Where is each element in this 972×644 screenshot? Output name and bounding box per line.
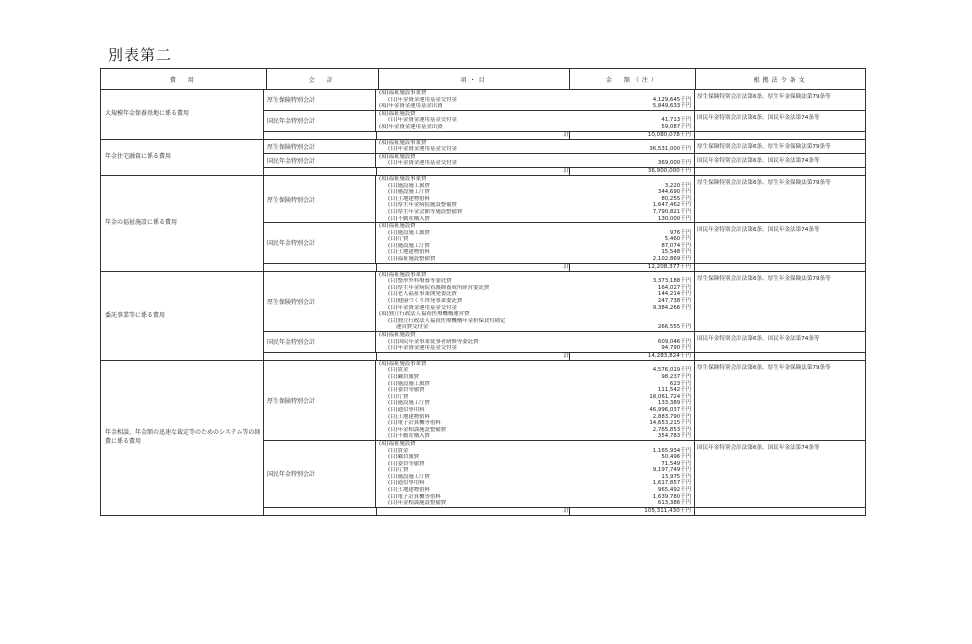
item-line (376, 249, 694, 256)
account-row (264, 332, 865, 353)
total-end (695, 508, 865, 515)
total-label: 計 (563, 167, 569, 174)
item-amount: 266,555千円 (657, 324, 691, 331)
item-line (376, 291, 694, 298)
item-line (376, 467, 694, 474)
item-label: (目)施設施工旅費 (388, 182, 430, 189)
item-line (376, 160, 694, 167)
item-line (376, 154, 694, 161)
item-amount (568, 311, 694, 318)
item-amount: 247,738千円 (657, 298, 691, 305)
account-name: 国民年金特別会計 (264, 332, 376, 352)
header-amount: 金 額（注） (570, 69, 696, 89)
item-label: (項)福祉施設費 (379, 223, 416, 230)
total-spacer (264, 168, 377, 175)
item-lines (376, 272, 695, 331)
item-line (376, 124, 694, 131)
item-line (376, 427, 694, 434)
group-details (264, 90, 865, 139)
table-body (100, 90, 866, 516)
item-amount: 144,214千円 (657, 291, 691, 298)
item-label: (目)土地建物借料 (388, 487, 430, 494)
legal-basis: 厚生保険特別会計法第6条、厚生年金保険法第79条等 (697, 364, 831, 371)
item-lines (376, 332, 695, 352)
item-amount: 3,373,188千円 (652, 278, 691, 285)
item-amount: 965,492千円 (657, 487, 691, 494)
item-amount: 87,074千円 (661, 242, 691, 249)
item-line (376, 196, 694, 203)
item-label: (目)職員旅費 (388, 454, 420, 461)
item-lines (376, 176, 695, 222)
item-line (376, 97, 694, 104)
total-end (695, 168, 865, 175)
group-details (264, 361, 865, 515)
item-lines (376, 441, 695, 507)
item-label: (目)委員等旅費 (388, 460, 425, 467)
item-label: (目)庁費 (388, 467, 409, 474)
item-label: (目)賃金 (388, 367, 409, 374)
total-spacer (264, 264, 377, 271)
item-line (376, 387, 694, 394)
item-line (376, 487, 694, 494)
item-amount: 80,255千円 (661, 195, 691, 202)
account-name: 国民年金特別会計 (264, 154, 376, 167)
item-label: (目)年金資金運用基金交付金 (388, 117, 457, 124)
item-line (376, 374, 694, 381)
item-amount: 130,000千円 (657, 215, 691, 222)
item-amount (568, 90, 694, 97)
account-row (264, 361, 865, 441)
legal-basis: 国民年金特別会計法第6条、国民年金法第74条等 (697, 227, 820, 234)
expense-category: 委託事業等に係る費用 (101, 272, 264, 360)
item-amount: 354,783千円 (657, 433, 691, 440)
item-label: (目)施設施工旅費 (388, 380, 430, 387)
account-row (264, 441, 865, 508)
item-line (376, 339, 694, 346)
account-name: 国民年金特別会計 (264, 111, 376, 131)
item-amount: 1,617,857千円 (652, 480, 691, 487)
account-name: 国民年金特別会計 (264, 441, 376, 507)
item-label: (項)福祉施設費 (379, 440, 416, 447)
group-total-row (264, 168, 865, 175)
item-label: (項)年金資金運用基金出資 (379, 103, 443, 110)
account-name: 厚生保険特別会計 (264, 272, 376, 331)
legal-basis: 厚生保険特別会計法第6条、厚生年金保険法第79条等 (697, 94, 831, 100)
item-label: (項)福祉施設事業費 (379, 360, 427, 367)
item-amount: 111,542千円 (657, 387, 691, 394)
item-label: (項)福祉施設事業費 (379, 90, 427, 96)
total-end (695, 353, 865, 360)
total-label: 計 (563, 352, 569, 359)
item-label: (目)年金相談施設整備費 (388, 500, 447, 507)
header-legal-basis: 根拠法令条文 (753, 76, 808, 84)
account-name: 厚生保険特別会計 (264, 361, 376, 440)
item-amount: 59,087千円 (661, 123, 691, 130)
item-amount: 18,061,724千円 (649, 393, 691, 400)
account-row (264, 223, 865, 264)
item-line (376, 318, 694, 325)
header-item: 項・目 (379, 69, 571, 89)
total-amount: 10,080,078千円 (569, 132, 695, 139)
item-amount: 7,790,821千円 (652, 208, 691, 215)
item-label: (目)通信専用料 (388, 406, 425, 413)
item-line (376, 209, 694, 216)
item-label: (目)年金資金運用基金交付金 (388, 146, 457, 153)
expense-group (100, 140, 866, 176)
page-title: 別表第二 (108, 46, 173, 64)
item-amount: 1,647,462千円 (652, 202, 691, 209)
item-amount: 4,576,019千円 (652, 367, 691, 374)
item-amount: 50,496千円 (661, 454, 691, 461)
item-lines (376, 111, 695, 131)
total-spacer (264, 508, 377, 515)
item-lines (376, 90, 695, 110)
item-line (376, 298, 694, 305)
item-amount: 5,849,633千円 (652, 103, 691, 110)
item-label: (目)土地建物借料 (388, 413, 430, 420)
item-label: (目)老人福祉事業開発委託費 (388, 291, 457, 298)
item-amount: 4,129,645千円 (652, 96, 691, 103)
header-expense: 費 用 (101, 69, 267, 89)
item-amount (568, 441, 694, 448)
item-label: (目)施設施工庁費 (388, 400, 430, 407)
account-row (264, 176, 865, 223)
item-line (376, 90, 694, 97)
item-label: (項)年金資金運用基金出資 (379, 123, 443, 130)
item-label: (目)土地建物借料 (388, 249, 430, 256)
expense-group (100, 272, 866, 361)
account-name: 厚生保険特別会計 (264, 90, 376, 110)
item-lines (376, 140, 695, 153)
item-line (376, 223, 694, 230)
item-line (376, 183, 694, 190)
item-amount: 71,549千円 (661, 460, 691, 467)
group-details (264, 272, 865, 360)
item-line (376, 236, 694, 243)
item-line (376, 140, 694, 147)
account-row (264, 140, 865, 154)
legal-basis: 国民年金特別会計法第6条、国民年金法第74条等 (697, 444, 820, 451)
item-amount: 9,197,749千円 (652, 467, 691, 474)
total-amount: 105,311,430千円 (569, 508, 695, 515)
item-line (376, 361, 694, 368)
total-spacer (264, 353, 377, 360)
item-line (376, 278, 694, 285)
total-label: 計 (563, 507, 569, 514)
expense-category: 年金相談、年金額の迅速な裁定等のためのシステム等の経費に係る費用 (101, 361, 264, 515)
item-label: (目)電子計算機等借料 (388, 420, 441, 427)
item-line (376, 500, 694, 507)
item-label: (目)年金資金運用基金交付金 (388, 160, 457, 167)
item-amount: 15,548千円 (661, 249, 691, 256)
item-line (376, 367, 694, 374)
item-amount: 9,384,266千円 (652, 304, 691, 311)
item-amount: 2,102,869千円 (652, 256, 691, 263)
item-label: (目)厚生年金会館等施設整備費 (388, 208, 463, 215)
total-amount: 14,283,824千円 (569, 353, 695, 360)
item-amount: 3,220千円 (664, 182, 691, 189)
account-row (264, 154, 865, 168)
group-details (264, 140, 865, 175)
item-label: (目)不動産購入費 (388, 433, 430, 440)
item-line (376, 230, 694, 237)
expense-category: 年金の福祉施設に係る費用 (101, 176, 264, 271)
item-line (376, 305, 694, 312)
account-name: 厚生保険特別会計 (264, 140, 376, 153)
group-details (264, 176, 865, 271)
item-line (376, 103, 694, 110)
item-label: (目)健康づくり啓発事業委託費 (388, 298, 463, 305)
expense-group (100, 176, 866, 272)
item-line (376, 345, 694, 352)
item-line (376, 420, 694, 427)
item-amount: 94,790千円 (661, 345, 691, 352)
total-end (695, 264, 865, 271)
item-line (376, 285, 694, 292)
total-amount: 36,900,000千円 (569, 168, 695, 175)
item-amount (568, 332, 694, 339)
expense-group (100, 361, 866, 516)
total-end (695, 132, 865, 139)
header-account: 会 計 (267, 69, 379, 89)
group-total-row (264, 264, 865, 271)
legal-basis: 厚生保険特別会計法第6条、厚生年金保険法第79条等 (697, 275, 831, 282)
item-label: (目)職員旅費 (388, 373, 420, 380)
item-line (376, 117, 694, 124)
total-label: 計 (563, 131, 569, 138)
item-line (376, 433, 694, 440)
item-label: (目)施設施工庁費 (388, 189, 430, 196)
expense-table (100, 68, 866, 516)
item-amount: 344,690千円 (657, 189, 691, 196)
item-amount: 1,639,780千円 (652, 493, 691, 500)
total-label: 計 (563, 263, 569, 270)
item-amount: 2,765,853千円 (652, 426, 691, 433)
item-label: (項)独立行政法人福祉医療機構運営費 (379, 311, 470, 318)
item-line (376, 454, 694, 461)
item-label: (目)電子計算機等借料 (388, 493, 441, 500)
item-amount: 1,165,934千円 (652, 447, 691, 454)
legal-basis: 国民年金特別会計法第6条、国民年金法第74条等 (697, 114, 820, 121)
item-line (376, 176, 694, 183)
group-total-row (264, 132, 865, 139)
item-label: (目)委員等旅費 (388, 387, 425, 394)
item-label: (目)年金資金運用基金交付金 (388, 345, 457, 352)
item-amount: 613,386千円 (657, 500, 691, 507)
item-label: (目)土地建物借料 (388, 195, 430, 202)
item-amount: 164,027千円 (657, 284, 691, 291)
item-label: (項)福祉施設事業費 (379, 175, 427, 182)
item-line (376, 407, 694, 414)
item-label: (目)通信専用料 (388, 480, 425, 487)
account-row (264, 90, 865, 111)
item-label: (目)施設施工庁費 (388, 242, 430, 249)
item-label: (項)福祉施設費 (379, 153, 416, 160)
total-amount: 12,208,377千円 (569, 264, 695, 271)
item-line (376, 243, 694, 250)
item-amount: 14,653,215千円 (649, 420, 691, 427)
item-line (376, 272, 694, 279)
item-amount: 5,460千円 (664, 236, 691, 243)
total-spacer (264, 132, 377, 139)
item-line (376, 480, 694, 487)
table-header (100, 68, 866, 90)
item-label: (項)福祉施設費 (379, 332, 416, 338)
account-row (264, 272, 865, 332)
item-label: (目)国民年金事業従事者研修等委託費 (388, 338, 479, 345)
group-total-row (264, 353, 865, 360)
account-name: 厚生保険特別会計 (264, 176, 376, 222)
item-line (376, 400, 694, 407)
account-name: 国民年金特別会計 (264, 223, 376, 263)
item-label: (目)年金資金運用基金交付金 (388, 96, 457, 103)
item-label: (目)賃金 (388, 447, 409, 454)
item-line (376, 394, 694, 401)
item-label: (項)福祉施設事業費 (379, 139, 427, 146)
item-line (376, 461, 694, 468)
item-label: (目)整形外科療養等委託費 (388, 278, 452, 285)
item-line (376, 414, 694, 421)
account-row (264, 111, 865, 132)
item-amount (568, 176, 694, 183)
item-label: (目)厚生年金病院施設整備費 (388, 202, 457, 209)
item-label: (目)独立行政法人福祉医療機構年金担保貸付勘定 (388, 317, 506, 324)
item-amount: 369,000千円 (657, 160, 691, 167)
item-line (376, 146, 694, 153)
item-line (376, 256, 694, 263)
item-line (376, 189, 694, 196)
item-label: (項)福祉施設費 (379, 110, 416, 117)
item-amount: 46,996,037千円 (649, 406, 691, 413)
item-line (376, 474, 694, 481)
item-line (376, 448, 694, 455)
item-amount: 609,046千円 (657, 338, 691, 345)
item-label: (目)施設施工旅費 (388, 229, 430, 236)
item-lines (376, 154, 695, 167)
item-line (376, 324, 694, 331)
expense-category: 大規模年金保養基地に係る費用 (101, 90, 264, 139)
legal-basis: 厚生保険特別会計法第6条、厚生年金保険法第79条等 (697, 143, 831, 150)
item-label: (目)不動産購入費 (388, 215, 430, 222)
legal-basis: 厚生保険特別会計法第6条、厚生年金保険法第79条等 (697, 179, 831, 186)
item-amount: 98,237千円 (661, 373, 691, 380)
item-label: (目)年金相談施設整備費 (388, 426, 447, 433)
item-label: (目)厚生年金病院看護師養成所経営委託費 (388, 284, 490, 291)
item-amount (568, 223, 694, 230)
group-total-row (264, 508, 865, 515)
legal-basis: 国民年金特別会計法第6条、国民年金法第74条等 (697, 157, 820, 164)
item-line (376, 111, 694, 118)
item-label: 運営費交付金 (396, 324, 429, 331)
item-amount: 41,713千円 (661, 117, 691, 124)
item-line (376, 216, 694, 223)
item-line (376, 381, 694, 388)
item-lines (376, 361, 695, 440)
item-label: (目)庁費 (388, 393, 409, 400)
item-amount: 976千円 (669, 229, 691, 236)
item-line (376, 332, 694, 339)
item-amount: 133,389千円 (657, 400, 691, 407)
expense-category: 年金住宅融資に係る費用 (101, 140, 264, 175)
item-amount: 36,531,000千円 (649, 146, 691, 153)
item-line (376, 202, 694, 209)
item-amount: 13,975千円 (661, 473, 691, 480)
item-amount: 2,883,790千円 (652, 413, 691, 420)
item-label: (目)庁費 (388, 236, 409, 243)
item-label: (目)福祉施設整備費 (388, 256, 436, 263)
item-line (376, 311, 694, 318)
item-amount: 623千円 (669, 380, 691, 387)
item-line (376, 494, 694, 501)
expense-group (100, 90, 866, 140)
item-line (376, 441, 694, 448)
item-lines (376, 223, 695, 263)
legal-basis: 国民年金特別会計法第6条、国民年金法第74条等 (697, 336, 820, 342)
item-label: (項)福祉施設事業費 (379, 271, 427, 278)
item-label: (目)施設施工庁費 (388, 473, 430, 480)
item-label: (目)年金資金運用基金交付金 (388, 304, 457, 311)
